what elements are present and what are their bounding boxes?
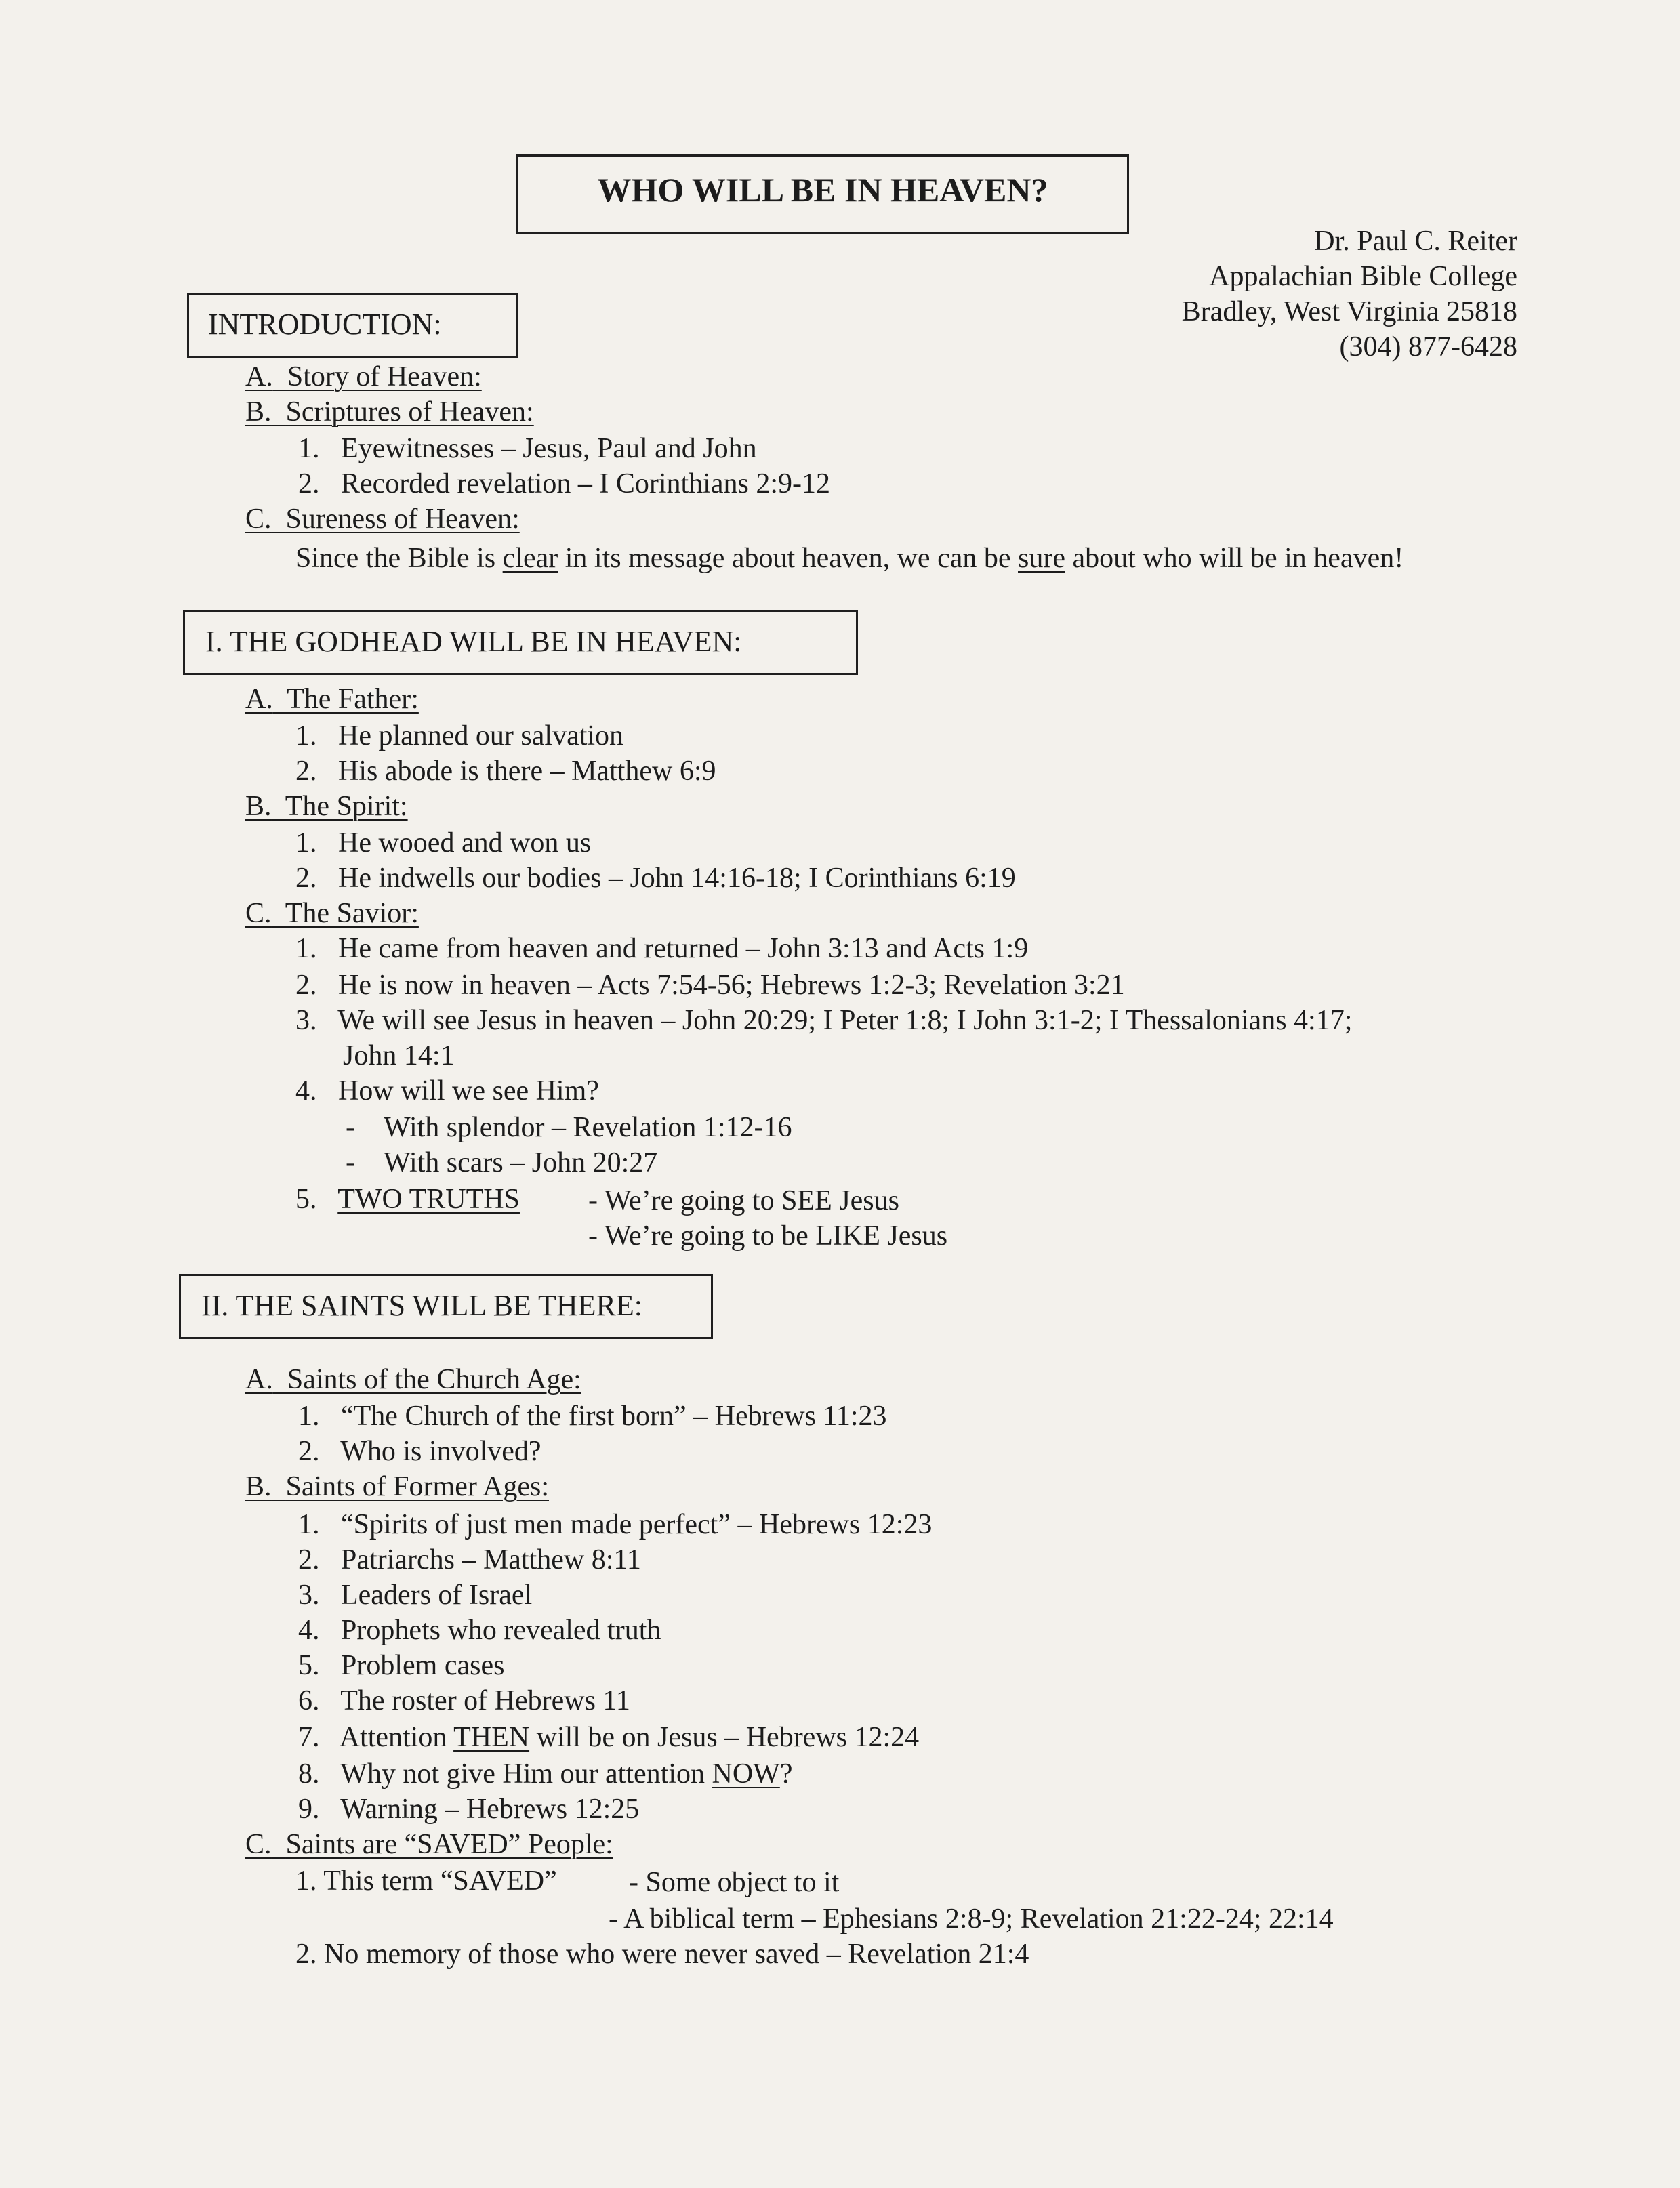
sec1-item-a2 [295,755,716,787]
sec1-item-c4-scars [346,1147,657,1179]
outline-number: 6. [298,1685,320,1716]
text-run: ? [779,1758,793,1790]
sec1-item-c [245,897,419,930]
outline-number: 2. [295,970,317,1001]
sec1-item-b1 [295,827,591,859]
outline-number: 2. [295,756,317,787]
outline-number: 2. [298,1436,320,1467]
outline-number: 1. [295,933,317,964]
outline-number: 1. [295,720,317,751]
outline-text: He is now in heaven – Acts 7:54-56; Hebrews 1:2-3; Revelation 3:21 [338,970,1125,1001]
bullet-dash: - [346,1147,355,1178]
outline-number: 3. [295,1005,317,1036]
author-phone: (304) 877-6428 [1339,331,1517,363]
sec2-item-b5 [298,1649,504,1682]
outline-text: No memory of those who were never saved – Revelation 21:4 [324,1939,1029,1970]
outline-mark: B. [245,396,272,428]
outline-number: 2. [295,1939,317,1970]
emphasis-clear: clear [502,543,558,574]
outline-number: 8. [298,1758,320,1790]
sec2-item-b [245,1470,549,1503]
outline-text: Who is involved? [340,1436,541,1467]
outline-text: Patriarchs – Matthew 8:11 [341,1544,641,1575]
section-1-heading: I. THE GODHEAD WILL BE IN HEAVEN: [205,625,742,658]
outline-mark: B. [245,791,272,822]
outline-number: 5. [298,1650,320,1681]
text-run: in its message about heaven, we can be [558,543,1019,574]
outline-text: Leaders of Israel [341,1580,533,1611]
intro-item-a [245,360,482,393]
emphasis-sure: sure [1018,543,1065,574]
sec1-item-b2 [295,862,1016,894]
outline-mark: A. [245,684,273,715]
outline-label: Saints of the Church Age: [287,1364,581,1395]
outline-number: 4. [295,1075,317,1107]
sec1-item-a1 [295,720,623,752]
intro-item-b1 [298,432,757,465]
outline-mark: A. [245,361,273,392]
outline-label: Saints of Former Ages: [285,1471,549,1502]
intro-item-b2 [298,468,830,500]
section-2-heading-box [179,1274,713,1339]
outline-label: The Savior: [285,898,419,929]
outline-text: With splendor – Revelation 1:12-16 [384,1112,792,1143]
sec1-item-c1 [295,932,1028,965]
sec1-truth-like: - We’re going to be LIKE Jesus [588,1220,948,1252]
bullet-dash: - [346,1112,355,1143]
sec2-item-b8 [298,1758,792,1790]
outline-number: 1. [295,827,317,859]
intro-item-b [245,396,534,428]
sec2-item-a1 [298,1400,887,1432]
outline-mark: B. [245,1471,272,1502]
outline-text: The roster of Hebrews 11 [340,1685,630,1716]
sec1-item-b [245,790,408,823]
text-run: Since the Bible is [295,543,503,574]
text-run: about who will be in heaven! [1065,543,1404,574]
sec1-item-c3 [295,1004,1352,1037]
sec2-item-c [245,1828,613,1861]
sec2-item-c1-objection: - Some object to it [629,1867,840,1898]
emphasis-then: THEN [453,1722,530,1753]
outline-mark: C. [245,898,272,929]
outline-mark: A. [245,1364,273,1395]
text-run: Why not give Him our attention [340,1758,712,1790]
outline-text: Problem cases [341,1650,505,1681]
outline-label: The Spirit: [285,791,408,822]
outline-text: With scars – John 20:27 [384,1147,658,1178]
outline-number: 1. [298,1401,320,1432]
sec2-item-b6 [298,1685,630,1717]
author-address: Bradley, West Virginia 25818 [1181,296,1517,327]
sec2-item-b2 [298,1544,641,1576]
sec1-item-c3-continued: John 14:1 [343,1040,455,1071]
outline-text: He came from heaven and returned – John 3:13 and Acts 1:9 [338,933,1029,964]
sec1-item-c4-splendor [346,1111,792,1144]
outline-number: 1. [295,1865,317,1897]
outline-number: 2. [298,468,320,499]
outline-mark: C. [245,503,272,535]
outline-mark: C. [245,1829,272,1860]
outline-label: Story of Heaven: [287,361,482,392]
outline-text: Warning – Hebrews 12:25 [340,1794,640,1825]
outline-text: Prophets who revealed truth [341,1615,661,1646]
title-box [516,154,1129,234]
text-run: Attention [339,1722,454,1753]
outline-text: “Spirits of just men made perfect” – Hebrews 12:23 [341,1509,933,1540]
text-run: will be on Jesus – Hebrews 12:24 [529,1722,920,1753]
sec2-item-b1 [298,1508,932,1541]
sec2-item-b3 [298,1579,532,1611]
outline-text: His abode is there – Matthew 6:9 [338,756,716,787]
sec1-item-c4 [295,1075,599,1107]
sec1-truth-see: - We’re going to SEE Jesus [588,1185,899,1216]
outline-number: 2. [295,863,317,894]
outline-number: 1. [298,1509,320,1540]
author-institution: Appalachian Bible College [1209,261,1517,292]
document-title: WHO WILL BE IN HEAVEN? [597,171,1048,209]
outline-text: He wooed and won us [338,827,592,859]
outline-text: “The Church of the first born” – Hebrews 11:23 [341,1401,887,1432]
sec2-item-b7 [298,1721,919,1754]
emphasis-now: NOW [712,1758,780,1790]
outline-text: How will we see Him? [338,1075,599,1107]
section-2-heading: II. THE SAINTS WILL BE THERE: [201,1289,642,1322]
outline-text: Eyewitnesses – Jesus, Paul and John [341,433,757,464]
outline-label: Scriptures of Heaven: [285,396,534,428]
intro-heading: INTRODUCTION: [208,308,442,341]
sec2-item-b9 [298,1793,639,1825]
outline-number: 2. [298,1544,320,1575]
outline-number: 4. [298,1615,320,1646]
outline-text: We will see Jesus in heaven – John 20:29; I Peter 1:8; I John 3:1-2; I Thessalonians 4:17; [337,1005,1353,1036]
sec2-item-a [245,1363,581,1396]
sec2-item-c1 [295,1865,557,1897]
sec2-item-c1-biblical: - A biblical term – Ephesians 2:8-9; Revelation 21:22-24; 22:14 [609,1903,1334,1935]
outline-text: This term “SAVED” [323,1865,557,1897]
section-1-heading-box [183,610,858,675]
intro-heading-box [187,293,518,358]
outline-label: Saints are “SAVED” People: [285,1829,613,1860]
outline-number: 5. [295,1184,317,1215]
outline-number: 7. [298,1722,320,1753]
intro-item-c [245,503,520,535]
sec1-item-a [245,683,419,716]
outline-label: Sureness of Heaven: [285,503,520,535]
author-name: Dr. Paul C. Reiter [1314,226,1517,257]
outline-text: He planned our salvation [338,720,624,751]
sec2-item-a2 [298,1435,541,1468]
outline-label: The Father: [287,684,419,715]
sec1-item-c2 [295,969,1125,1002]
outline-text: Recorded revelation – I Corinthians 2:9-12 [341,468,830,499]
two-truths-label: TWO TRUTHS [337,1184,520,1215]
intro-sureness-text [295,542,1404,575]
sec2-item-b4 [298,1614,661,1647]
outline-text: He indwells our bodies – John 14:16-18; I Corinthians 6:19 [338,863,1016,894]
outline-number: 1. [298,433,320,464]
outline-number: 9. [298,1794,320,1825]
outline-number: 3. [298,1580,320,1611]
sec2-item-c2 [295,1938,1029,1970]
sec1-item-c5 [295,1183,520,1216]
